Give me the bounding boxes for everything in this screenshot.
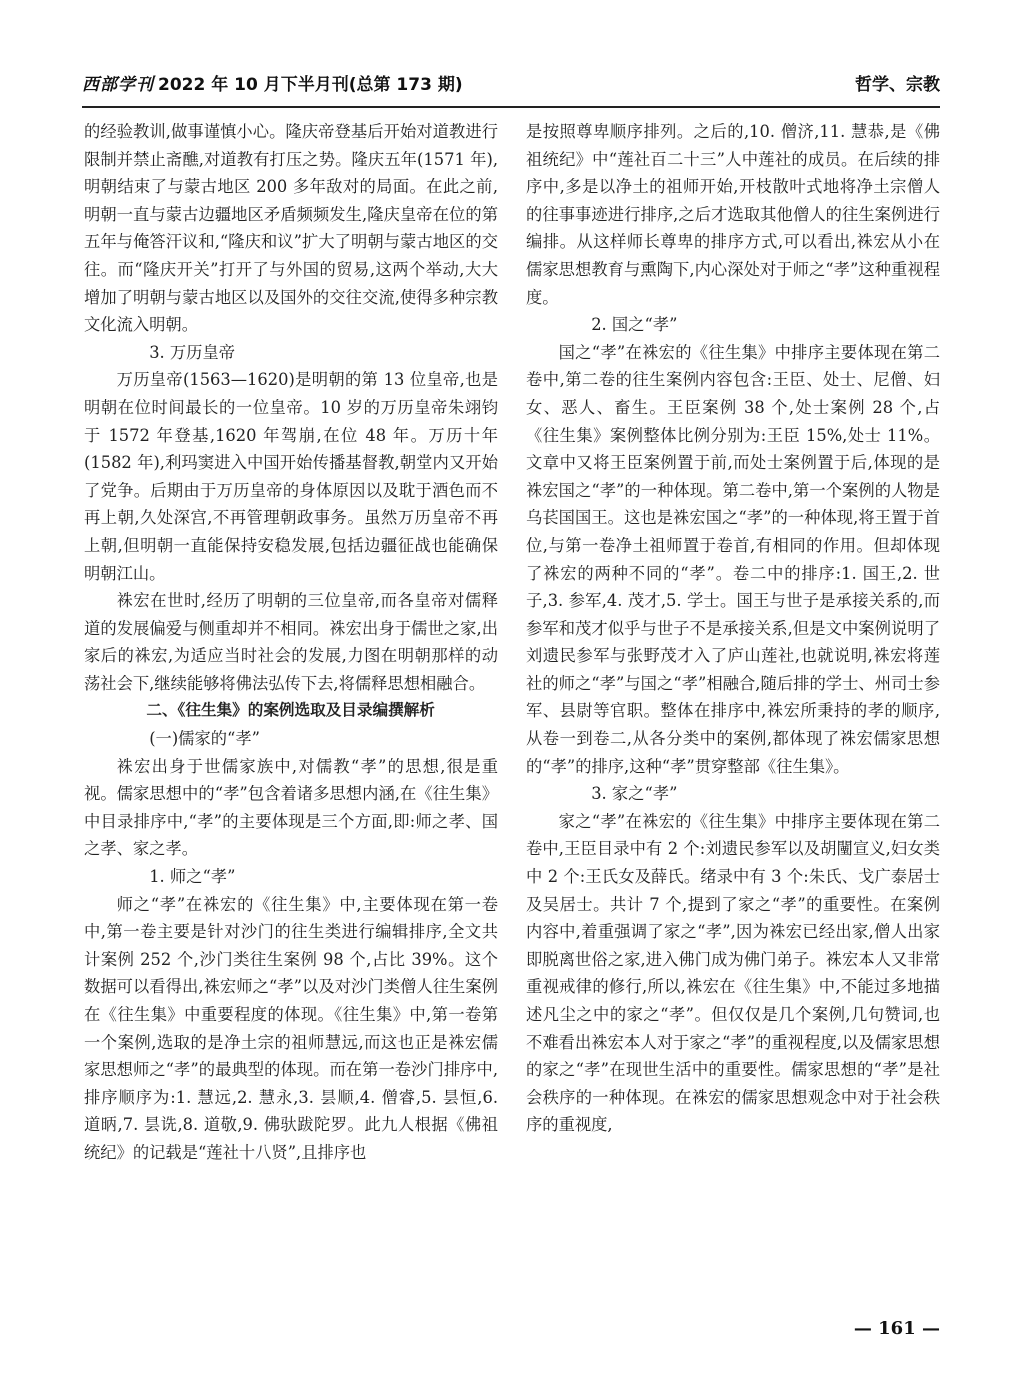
subheading: 1. 师之“孝” [149,867,236,887]
paragraph: 的经验教训,做事谨慎小心。隆庆帝登基后开始对道教进行限制并禁止斋醮,对道教有打压之势。隆庆五年(1571 年),明朝结束了与蒙古地区 200 多年敌对的局面。在此之前,明朝一直与蒙古边疆地区矛盾频频发生,隆庆皇帝在位的第五年与俺答汗议和,“隆庆和议”扩大了明朝与蒙古地区的交往。而“隆庆开关”打开了与外国的贸易,这两个举动,大大增加了明朝与蒙古地区以及国外的交往交流,使得多种宗教文化流入明朝。 [84,122,498,335]
page-header [82,56,940,108]
paragraph: 国之“孝”在袾宏的《往生集》中排序主要体现在第二卷中,第二卷的往生案例内容包含:王臣、处士、尼僧、妇女、恶人、畜生。王臣案例 38 个,处士案例 28 个,占《往生集》案例整体比例分别为:王臣 15%,处士 11%。文章中又将王臣案例置于前,而处士案例置于后,体现的是袾宏国之“孝”的一种体现。第二卷中,第一个案例的人物是乌苌国国王。这也是袾宏国之“孝”的一种体现,将王置于首位,与第一卷净土祖师置于卷首,有相同的作用。但却体现了袾宏的两种不同的“孝”。卷二中的排序:1. 国王,2. 世子,3. 参军,4. 茂才,5. 学士。国王与世子是承接关系的,而参军和茂才似乎与世子不是承接关系,但是文中案例说明了刘遗民参军与张野茂才入了庐山莲社,也就说明,袾宏将莲社的师之“孝”与国之“孝”相融合,随后排的学士、州司士参军、县尉等官职。整体在排序中,袾宏所秉持的孝的顺序,从卷一到卷二,从各分类中的案例,都体现了袾宏儒家思想的“孝”的排序,这种“孝”贯穿整部《往生集》。 [526,342,940,776]
subheading: 3. 万历皇帝 [149,342,236,362]
subheading: (一)儒家的“孝” [149,729,260,749]
paragraph: 袾宏出身于世儒家族中,对儒教“孝”的思想,很是重视。儒家思想中的“孝”包含着诸多思想内涵,在《往生集》中目录排序中,“孝”的主要体现是三个方面,即:师之孝、国之孝、家之孝。 [84,756,498,859]
subheading: 2. 国之“孝” [591,315,678,335]
right-column [526,118,940,1139]
paragraph: 万历皇帝(1563—1620)是明朝的第 13 位皇帝,也是明朝在位时间最长的一位皇帝。10 岁的万历皇帝朱翊钧于 1572 年登基,1620 年驾崩,在位 48 年。万历十年(1582 年),利玛窦进入中国开始传播基督教,朝堂内又开始了党争。后期由于万历皇帝的身体原因以及耽于酒色而不再上朝,久处深宫,不再管理朝政事务。虽然万历皇帝不再上朝,但明朝一直能保持安稳发展,包括边疆征战也能确保明朝江山。 [84,370,498,583]
section-title: 哲学、宗教 [855,75,940,95]
issue-info: 2022 年 10 月下半月刊(总第 173 期) [158,75,463,95]
paragraph: 是按照尊卑顺序排列。之后的,10. 僧济,11. 慧恭,是《佛祖统纪》中“莲社百二十三”人中莲社的成员。在后续的排序中,多是以净土的祖师开始,开枝散叶式地将净土宗僧人的往事事迹进行排序,之后才选取其他僧人的往生案例进行编排。从这样师长尊卑的排序方式,可以看出,袾宏从小在儒家思想教育与熏陶下,内心深处对于师之“孝”这种重视程度。 [526,122,940,307]
journal-logo: 西部学刊 [82,75,154,95]
section-heading: 二、《往生集》的案例选取及目录编撰解析 [146,701,435,720]
paragraph: 师之“孝”在袾宏的《往生集》中,主要体现在第一卷中,第一卷主要是针对沙门的往生类进行编辑排序,全文共计案例 252 个,沙门类往生案例 98 个,占比 39%。这个数据可以看得出,袾宏师之“孝”以及对沙门类僧人往生案例在《往生集》中重要程度的体现。《往生集》中,第一卷第一个案例,选取的是净土宗的祖师慧远,而这也正是袾宏儒家思想师之“孝”的最典型的体现。而在第一卷沙门排序中,排序顺序为:1. 慧远,2. 慧永,3. 昙顺,4. 僧睿,5. 昙恒,6. 道昞,7. 昙诜,8. 道敬,9. 佛驮跋陀罗。此九人根据《佛祖统纪》的记载是“莲社十八贤”,且排序也 [84,894,498,1162]
page-number: — 161 — [853,1318,940,1339]
paragraph: 家之“孝”在袾宏的《往生集》中排序主要体现在第二卷中,王臣目录中有 2 个:刘遗民参军以及胡闉宣义,妇女类中 2 个:王氏女及薛氏。绪录中有 3 个:朱氏、戈广泰居士及吴居士。共计 7 个,提到了家之“孝”的重要性。在案例内容中,着重强调了家之“孝”,因为袾宏已经出家,僧人出家即脱离世俗之家,进入佛门成为佛门弟子。袾宏本人又非常重视戒律的修行,所以,袾宏在《往生集》中,不能过多地描述凡尘之中的家之“孝”。但仅仅是几个案例,几句赞词,也不难看出袾宏本人对于家之“孝”的重视程度,以及儒家思想的家之“孝”在现世生活中的重要性。儒家思想的“孝”是社会秩序的一种体现。在袾宏的儒家思想观念中对于社会秩序的重视度, [526,811,940,1135]
paragraph: 袾宏在世时,经历了明朝的三位皇帝,而各皇帝对儒释道的发展偏爱与侧重却并不相同。袾宏出身于儒世之家,出家后的袾宏,为适应当时社会的发展,力图在明朝那样的动荡社会下,继续能够将佛法弘传下去,将儒释思想相融合。 [84,591,498,693]
left-column [84,118,498,1167]
subheading: 3. 家之“孝” [591,784,678,804]
